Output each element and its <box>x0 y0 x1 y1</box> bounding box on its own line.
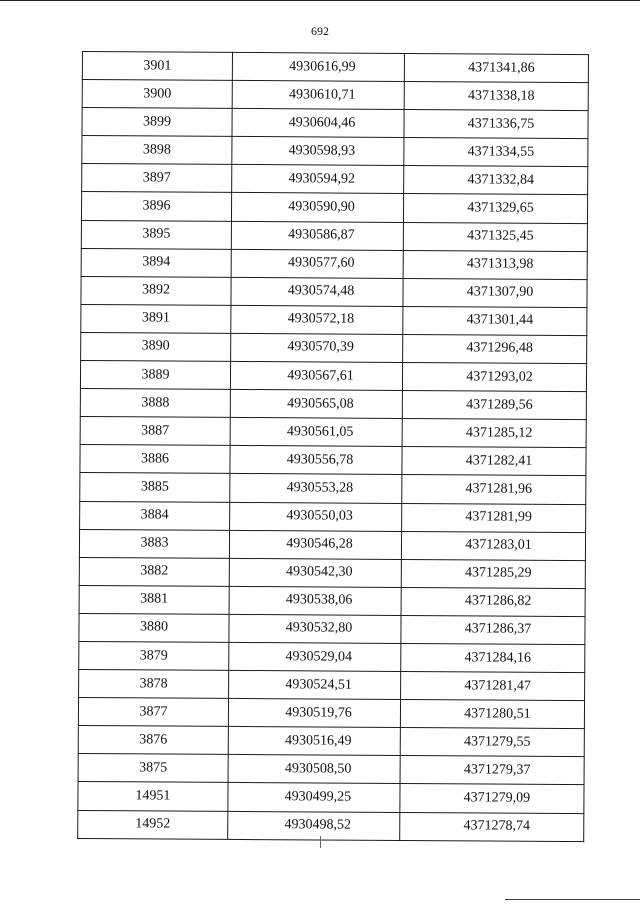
point-number-cell: 3877 <box>78 698 228 727</box>
y-coordinate-cell: 4371336,75 <box>404 110 588 139</box>
table-row <box>82 136 588 167</box>
point-number-cell: 3886 <box>80 445 230 474</box>
table-row <box>79 613 585 644</box>
point-number-cell: 3878 <box>79 670 229 699</box>
table-row <box>79 585 585 616</box>
point-number-cell: 3876 <box>78 726 228 755</box>
x-coordinate-cell: 4930524,51 <box>229 670 401 699</box>
y-coordinate-cell: 4371279,55 <box>400 728 584 757</box>
scan-mark <box>320 836 321 848</box>
point-number-cell: 3883 <box>79 529 229 558</box>
point-number-cell: 3894 <box>81 248 231 277</box>
y-coordinate-cell: 4371279,37 <box>400 756 584 785</box>
point-number-cell: 3896 <box>81 192 231 221</box>
x-coordinate-cell: 4930577,60 <box>231 249 403 278</box>
y-coordinate-cell: 4371307,90 <box>403 278 587 307</box>
y-coordinate-cell: 4371278,74 <box>400 812 584 841</box>
table-row <box>79 641 585 672</box>
point-number-cell: 3895 <box>81 220 231 249</box>
x-coordinate-cell: 4930586,87 <box>231 221 403 250</box>
table-row <box>81 304 587 335</box>
x-coordinate-cell: 4930550,03 <box>230 502 402 531</box>
y-coordinate-cell: 4371284,16 <box>401 643 585 672</box>
x-coordinate-cell: 4930616,99 <box>232 52 404 81</box>
x-coordinate-cell: 4930542,30 <box>229 558 401 587</box>
y-coordinate-cell: 4371283,01 <box>401 531 585 560</box>
coordinates-table <box>77 51 589 842</box>
table-row <box>81 220 587 251</box>
coordinates-table-body <box>78 52 589 842</box>
scan-edge-line <box>505 899 640 900</box>
table-row <box>78 754 584 785</box>
x-coordinate-cell: 4930499,25 <box>228 783 400 812</box>
y-coordinate-cell: 4371281,96 <box>402 475 586 504</box>
point-number-cell: 3898 <box>82 136 232 165</box>
point-number-cell: 3879 <box>79 641 229 670</box>
table-row <box>79 529 585 560</box>
table-row <box>80 389 586 420</box>
page-number: 692 <box>311 24 329 38</box>
y-coordinate-cell: 4371289,56 <box>402 391 586 420</box>
x-coordinate-cell: 4930553,28 <box>230 474 402 503</box>
table-row <box>81 248 587 279</box>
table-row <box>80 445 586 476</box>
x-coordinate-cell: 4930519,76 <box>228 699 400 728</box>
x-coordinate-cell: 4930572,18 <box>231 305 403 334</box>
point-number-cell: 3888 <box>80 389 230 418</box>
x-coordinate-cell: 4930598,93 <box>232 137 404 166</box>
table-row <box>80 361 586 392</box>
y-coordinate-cell: 4371279,09 <box>400 784 584 813</box>
table-row <box>78 698 584 729</box>
y-coordinate-cell: 4371282,41 <box>402 447 586 476</box>
x-coordinate-cell: 4930610,71 <box>232 81 404 110</box>
table-row <box>78 726 584 757</box>
y-coordinate-cell: 4371332,84 <box>404 166 588 195</box>
point-number-cell: 3884 <box>80 501 230 530</box>
table-row <box>82 164 588 195</box>
table-row <box>80 417 586 448</box>
y-coordinate-cell: 4371329,65 <box>403 194 587 223</box>
x-coordinate-cell: 4930561,05 <box>230 418 402 447</box>
y-coordinate-cell: 4371286,37 <box>401 615 585 644</box>
table-row <box>81 332 587 363</box>
y-coordinate-cell: 4371285,29 <box>401 559 585 588</box>
point-number-cell: 3887 <box>80 417 230 446</box>
x-coordinate-cell: 4930567,61 <box>230 361 402 390</box>
point-number-cell: 3899 <box>82 108 232 137</box>
y-coordinate-cell: 4371325,45 <box>403 222 587 251</box>
x-coordinate-cell: 4930508,50 <box>228 755 400 784</box>
point-number-cell: 3890 <box>81 332 231 361</box>
y-coordinate-cell: 4371301,44 <box>403 306 587 335</box>
point-number-cell: 3889 <box>80 361 230 390</box>
table-row <box>82 52 588 83</box>
table-row <box>82 80 588 111</box>
point-number-cell: 3882 <box>79 557 229 586</box>
point-number-cell: 3880 <box>79 613 229 642</box>
x-coordinate-cell: 4930498,52 <box>228 811 400 840</box>
x-coordinate-cell: 4930594,92 <box>232 165 404 194</box>
table-row <box>80 473 586 504</box>
point-number-cell: 3885 <box>80 473 230 502</box>
table-row <box>80 501 586 532</box>
point-number-cell: 3900 <box>82 80 232 109</box>
x-coordinate-cell: 4930604,46 <box>232 109 404 138</box>
y-coordinate-cell: 4371281,47 <box>401 672 585 701</box>
table-row <box>82 108 588 139</box>
x-coordinate-cell: 4930532,80 <box>229 614 401 643</box>
y-coordinate-cell: 4371281,99 <box>402 503 586 532</box>
x-coordinate-cell: 4930516,49 <box>228 727 400 756</box>
x-coordinate-cell: 4930590,90 <box>231 193 403 222</box>
point-number-cell: 3875 <box>78 754 228 783</box>
point-number-cell: 3881 <box>79 585 229 614</box>
x-coordinate-cell: 4930529,04 <box>229 642 401 671</box>
table-row <box>81 192 587 223</box>
x-coordinate-cell: 4930565,08 <box>230 390 402 419</box>
table-row <box>78 810 584 841</box>
table-row <box>79 557 585 588</box>
x-coordinate-cell: 4930538,06 <box>229 586 401 615</box>
y-coordinate-cell: 4371313,98 <box>403 250 587 279</box>
y-coordinate-cell: 4371296,48 <box>403 334 587 363</box>
y-coordinate-cell: 4371338,18 <box>404 82 588 111</box>
x-coordinate-cell: 4930574,48 <box>231 277 403 306</box>
x-coordinate-cell: 4930570,39 <box>231 333 403 362</box>
point-number-cell: 14952 <box>78 810 228 839</box>
top-border-line <box>0 0 640 1</box>
table-row <box>78 782 584 813</box>
y-coordinate-cell: 4371334,55 <box>404 138 588 167</box>
point-number-cell: 14951 <box>78 782 228 811</box>
table-row <box>79 670 585 701</box>
y-coordinate-cell: 4371286,82 <box>401 587 585 616</box>
y-coordinate-cell: 4371341,86 <box>404 53 588 82</box>
point-number-cell: 3897 <box>82 164 232 193</box>
y-coordinate-cell: 4371285,12 <box>402 419 586 448</box>
point-number-cell: 3891 <box>81 304 231 333</box>
y-coordinate-cell: 4371280,51 <box>400 700 584 729</box>
x-coordinate-cell: 4930546,28 <box>229 530 401 559</box>
point-number-cell: 3892 <box>81 276 231 305</box>
y-coordinate-cell: 4371293,02 <box>402 362 586 391</box>
point-number-cell: 3901 <box>82 52 232 81</box>
x-coordinate-cell: 4930556,78 <box>230 446 402 475</box>
table-row <box>81 276 587 307</box>
